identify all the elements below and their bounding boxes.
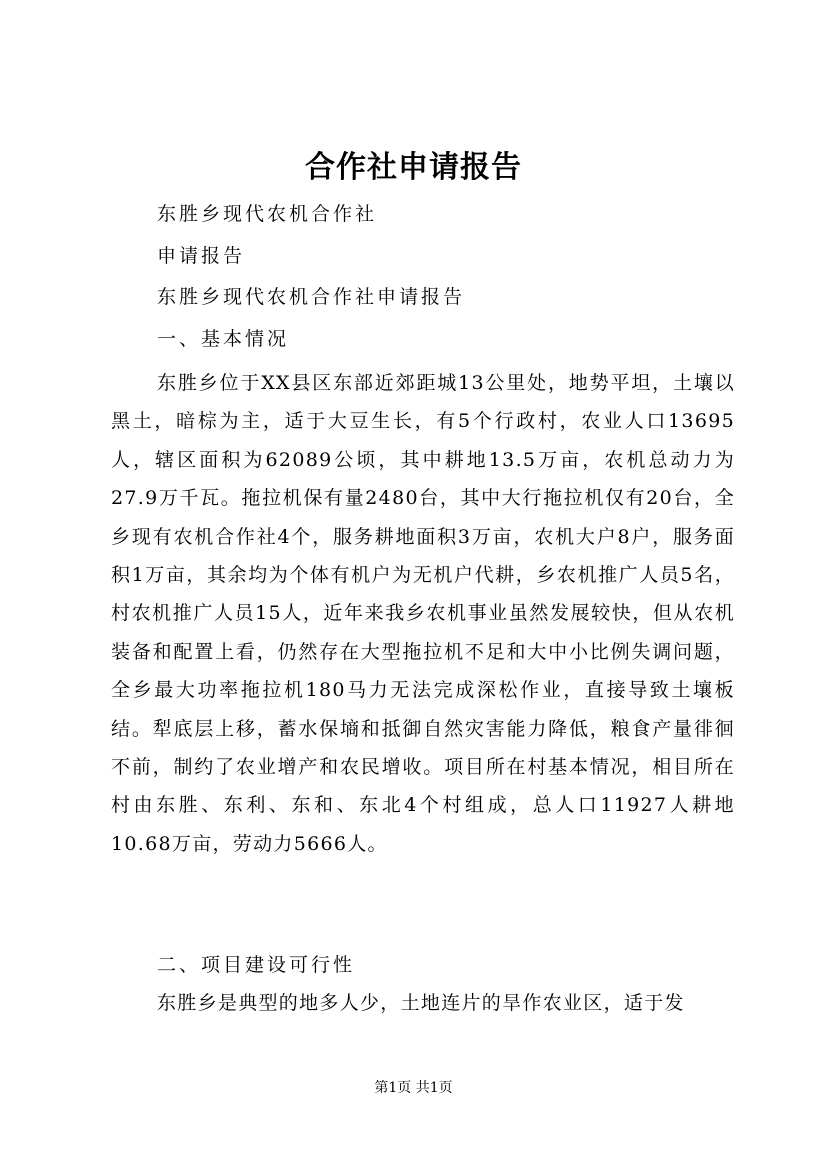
body-paragraph-1: 东胜乡位于XX县区东部近郊距城13公里处，地势平坦，土壤以黑土，暗棕为主，适于大豆生长，有5个行政村，农业人口13695人，辖区面积为62089公顷，其中耕地13.5万亩，农机总动力为27.9万千瓦。拖拉机保有量2480台，其中大行拖拉机仅有20台，全乡现有农机合作社4个，服务耕地面积3万亩，农机大户8户，服务面积1万亩，其余均为个体有机户为无机户代耕，乡农机推广人员5名，村农机推广人员15人，近年来我乡农机事业虽然发展较快，但从农机装备和配置上看，仍然存在大型拖拉机不足和大中小比例失调问题，全乡最大功率拖拉机180马力无法完成深松作业，直接导致土壤板结。犁底层上移，蓄水保墒和抵御自然灾害能力降低，粮食产量徘徊不前，制约了农业增产和农民增收。项目所在村基本情况，相目所在村由东胜、东利、东和、东北4个村组成，总人口11927人耕地10.68万亩，劳动力5666人。 xyxy=(111,372,735,855)
section-2-heading: 二、项目建设可行性 xyxy=(157,954,356,976)
page-number-footer: 第1页 共1页 xyxy=(374,1080,453,1096)
section-1-heading: 一、基本情况 xyxy=(157,328,290,350)
report-label-line: 申请报告 xyxy=(157,245,246,267)
report-subtitle-line: 东胜乡现代农机合作社申请报告 xyxy=(157,286,466,308)
cooperative-name-line: 东胜乡现代农机合作社 xyxy=(157,203,378,225)
body-paragraph-2: 东胜乡是典型的地多人少，土地连片的旱作农业区，适于发 xyxy=(157,992,685,1014)
document-title: 合作社申请报告 xyxy=(305,150,522,185)
